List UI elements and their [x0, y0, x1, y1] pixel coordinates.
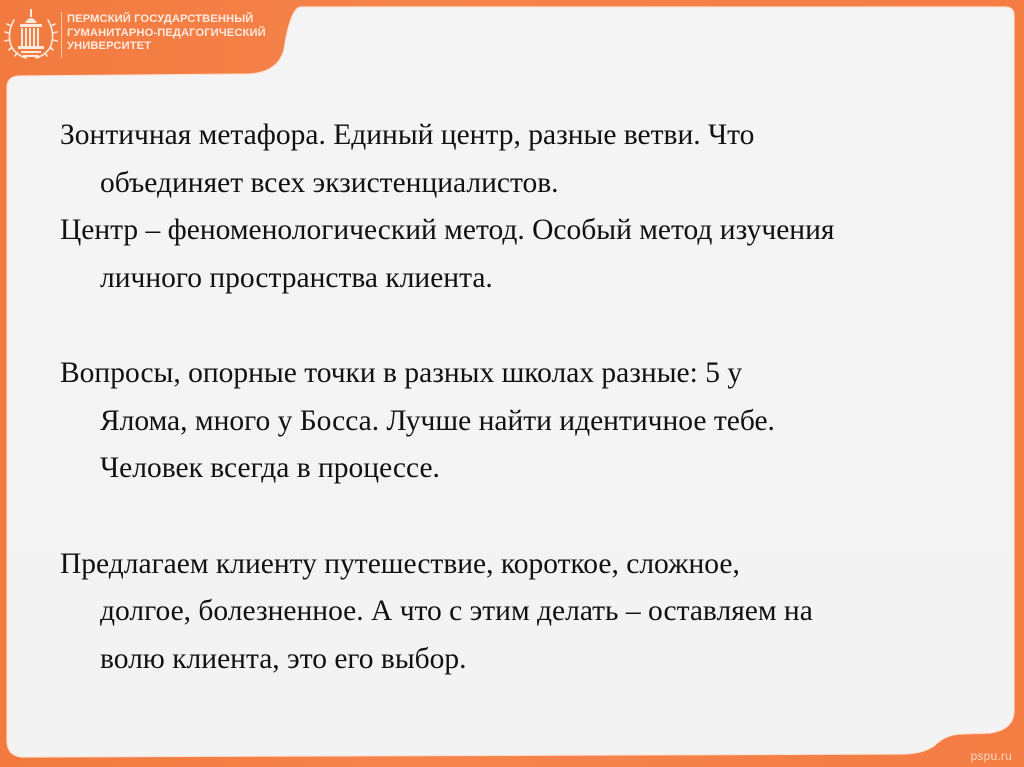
university-name-line: ПЕРМСКИЙ ГОСУДАРСТВЕННЫЙ — [67, 13, 254, 25]
text-line: объединяет всех экзистенциалистов. — [100, 166, 559, 199]
paragraph-questions — [60, 350, 980, 493]
university-header — [0, 0, 310, 76]
university-building-emblem-icon — [4, 6, 58, 62]
text-line: Предлагаем клиенту путешествие, короткое, сложное, — [60, 547, 740, 580]
text-line: Человек всегда в процессе. — [100, 452, 440, 484]
paragraph-journey — [60, 541, 980, 684]
text-line: Ялома, много у Босса. Лучше найти идентичное тебе. — [100, 404, 775, 437]
site-watermark: pspu.ru — [970, 749, 1012, 763]
slide-body — [60, 112, 980, 683]
university-name-line: ГУМАНИТАРНО-ПЕДАГОГИЧЕСКИЙ — [67, 26, 266, 39]
text-line: волю клиента, это его выбор. — [100, 642, 467, 675]
text-line: Центр – феноменологический метод. Особый метод изучения — [60, 214, 835, 246]
university-name — [67, 13, 266, 54]
paragraph-umbrella-metaphor — [60, 112, 980, 207]
paragraph-phenomenological-method — [60, 207, 980, 302]
text-line: долгое, болезненное. А что с этим делать – оставляем на — [100, 595, 813, 627]
logo-divider — [61, 12, 62, 58]
text-line: Зонтичная метафора. Единый центр, разные ветви. Что — [60, 119, 755, 151]
university-name-line: УНИВЕРСИТЕТ — [67, 40, 152, 53]
text-line: Вопросы, опорные точки в разных школах разные: 5 у — [60, 357, 743, 389]
text-line: личного пространства клиента. — [100, 261, 493, 294]
